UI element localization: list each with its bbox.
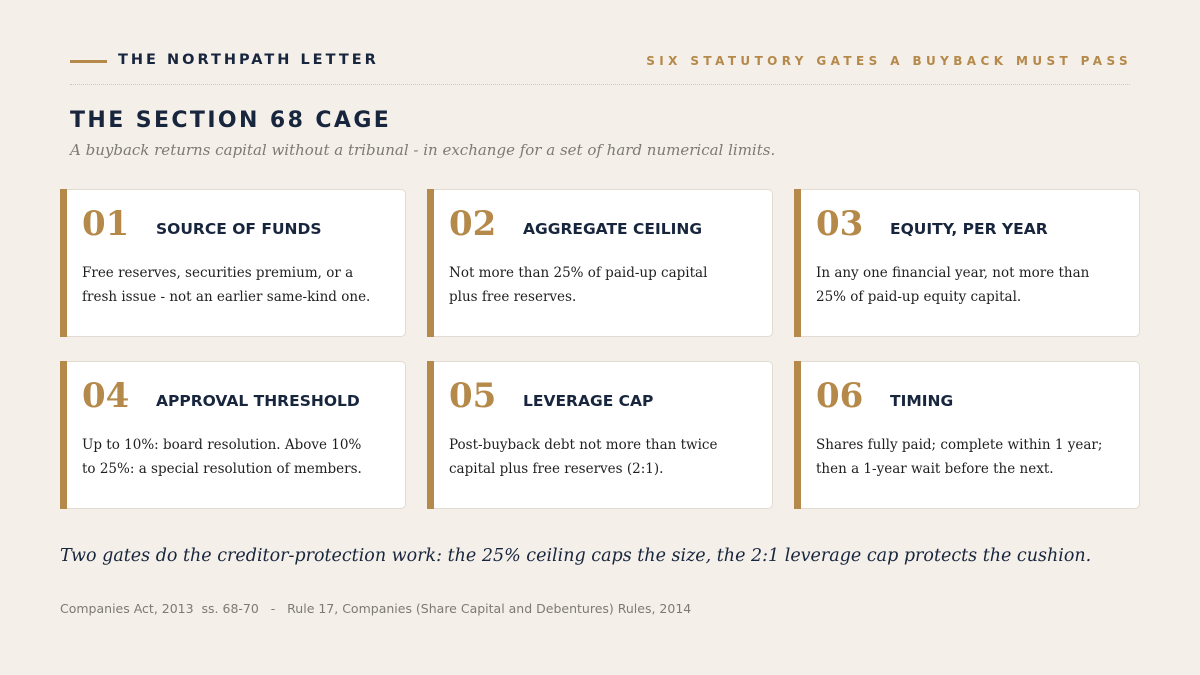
gate-card-03 <box>794 189 1140 337</box>
gate-card-06 <box>794 361 1140 509</box>
gate-heading: SOURCE OF FUNDS <box>156 220 322 238</box>
gate-number: 05 <box>449 376 497 416</box>
gate-description <box>816 433 1146 481</box>
gate-description <box>449 433 779 481</box>
gate-heading: EQUITY, PER YEAR <box>890 220 1048 238</box>
card-accent-bar <box>60 361 67 509</box>
gate-description <box>816 261 1146 309</box>
gate-card-01 <box>60 189 406 337</box>
card-accent-bar <box>60 189 67 337</box>
page-title: THE SECTION 68 CAGE <box>70 108 392 133</box>
gate-heading: APPROVAL THRESHOLD <box>156 392 360 410</box>
gate-description <box>82 261 412 309</box>
gate-heading: AGGREGATE CEILING <box>523 220 703 238</box>
closing-statement: Two gates do the creditor-protection work: the 25% ceiling caps the size, the 2:1 leverage cap protects the cushion. <box>60 546 1092 566</box>
gate-description <box>449 261 779 309</box>
gate-description-line: plus free reserves. <box>449 289 577 305</box>
gate-description-line: Free reserves, securities premium, or a <box>82 265 354 281</box>
gate-number: 03 <box>816 204 864 244</box>
gate-card-02 <box>427 189 773 337</box>
gate-number: 01 <box>82 204 130 244</box>
gate-description-line: Up to 10%: board resolution. Above 10% <box>82 437 362 453</box>
gate-number: 06 <box>816 376 864 416</box>
gate-description-line: In any one financial year, not more than <box>816 265 1090 281</box>
gate-description-line: fresh issue - not an earlier same-kind one. <box>82 289 371 305</box>
gate-description-line: to 25%: a special resolution of members. <box>82 461 362 477</box>
card-accent-bar <box>794 189 801 337</box>
header-accent-rule <box>70 60 107 63</box>
gate-description-line: then a 1-year wait before the next. <box>816 461 1054 477</box>
page-subtitle: A buyback returns capital without a tribunal - in exchange for a set of hard numerical limits. <box>70 141 776 159</box>
card-accent-bar <box>794 361 801 509</box>
gate-number: 02 <box>449 204 497 244</box>
gate-description-line: 25% of paid-up equity capital. <box>816 289 1022 305</box>
gate-description-line: capital plus free reserves (2:1). <box>449 461 664 477</box>
card-accent-bar <box>427 189 434 337</box>
card-accent-bar <box>427 361 434 509</box>
gate-description-line: Shares fully paid; complete within 1 year; <box>816 437 1103 453</box>
header-tagline: SIX STATUTORY GATES A BUYBACK MUST PASS <box>646 54 1132 68</box>
gate-card-05 <box>427 361 773 509</box>
brand-name: THE NORTHPATH LETTER <box>118 52 379 68</box>
gate-heading: LEVERAGE CAP <box>523 392 654 410</box>
gate-description-line: Not more than 25% of paid-up capital <box>449 265 708 281</box>
gate-description-line: Post-buyback debt not more than twice <box>449 437 718 453</box>
source-citation: Companies Act, 2013 ss. 68-70 - Rule 17, Companies (Share Capital and Debentures) Rules, 2014 <box>60 601 692 616</box>
gate-description <box>82 433 412 481</box>
gate-card-04 <box>60 361 406 509</box>
header-divider <box>70 84 1130 85</box>
gate-number: 04 <box>82 376 130 416</box>
gate-heading: TIMING <box>890 392 954 410</box>
